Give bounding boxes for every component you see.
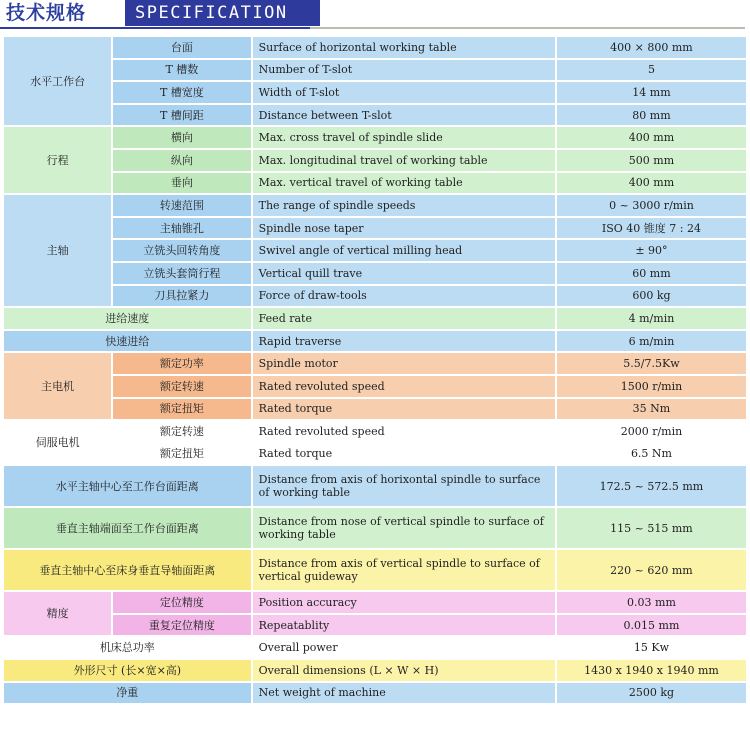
item-value: 400 mm xyxy=(557,127,746,148)
item-value: 4 m/min xyxy=(557,308,746,329)
item-en: Repeatablity xyxy=(253,615,555,636)
table-row xyxy=(4,37,746,58)
table-row xyxy=(4,683,746,704)
item-en: Force of draw-tools xyxy=(253,286,555,307)
table-row xyxy=(4,376,746,397)
group-label: 主电机 xyxy=(4,353,111,419)
item-cn: 刀具拉紧力 xyxy=(113,286,250,307)
item-en: Rated torque xyxy=(253,444,555,465)
item-value: 0.015 mm xyxy=(557,615,746,636)
item-en: Spindle nose taper xyxy=(253,218,555,239)
item-cn: 净重 xyxy=(4,683,251,704)
item-value: 15 Kw xyxy=(557,637,746,658)
item-value: 400 mm xyxy=(557,173,746,194)
table-row xyxy=(4,286,746,307)
item-en: Distance from nose of vertical spindle to surface of working table xyxy=(253,508,555,548)
item-en: Max. cross travel of spindle slide xyxy=(253,127,555,148)
table-row xyxy=(4,127,746,148)
item-en: Rapid traverse xyxy=(253,331,555,352)
item-cn: T 槽宽度 xyxy=(113,82,250,103)
item-cn: 快速进给 xyxy=(4,331,251,352)
item-value: 5.5/7.5Kw xyxy=(557,353,746,374)
item-value: 2500 kg xyxy=(557,683,746,704)
item-en: Rated revoluted speed xyxy=(253,376,555,397)
item-value: 1500 r/min xyxy=(557,376,746,397)
item-cn: 垂直主轴端面至工作台面距离 xyxy=(4,508,251,548)
group-label: 精度 xyxy=(4,592,111,635)
table-row xyxy=(4,263,746,284)
table-row xyxy=(4,550,746,590)
item-cn: 机床总功率 xyxy=(4,637,251,658)
item-en: Position accuracy xyxy=(253,592,555,613)
table-row xyxy=(4,399,746,420)
item-cn: 水平主轴中心至工作台面距离 xyxy=(4,466,251,506)
item-value: 0 ~ 3000 r/min xyxy=(557,195,746,216)
table-row xyxy=(4,508,746,548)
spec-header xyxy=(0,0,750,30)
table-row xyxy=(4,444,746,465)
table-row xyxy=(4,660,746,681)
specification-table xyxy=(2,35,748,705)
item-en: Width of T-slot xyxy=(253,82,555,103)
item-en: Surface of horizontal working table xyxy=(253,37,555,58)
item-value: 1430 x 1940 x 1940 mm xyxy=(557,660,746,681)
item-value: 6.5 Nm xyxy=(557,444,746,465)
table-row xyxy=(4,637,746,658)
item-en: Distance between T-slot xyxy=(253,105,555,126)
table-row xyxy=(4,60,746,81)
item-cn: 外形尺寸 (长×宽×高) xyxy=(4,660,251,681)
item-cn: 横向 xyxy=(113,127,250,148)
item-en: Overall dimensions (L × W × H) xyxy=(253,660,555,681)
item-en: Distance from axis of vertical spindle to surface of vertical guideway xyxy=(253,550,555,590)
table-row xyxy=(4,421,746,442)
item-value: 80 mm xyxy=(557,105,746,126)
item-value: 115 ~ 515 mm xyxy=(557,508,746,548)
table-row xyxy=(4,195,746,216)
item-cn: 额定扭矩 xyxy=(113,444,250,465)
item-cn: 纵向 xyxy=(113,150,250,171)
item-cn: 立铣头回转角度 xyxy=(113,240,250,261)
item-value: 6 m/min xyxy=(557,331,746,352)
item-en: Net weight of machine xyxy=(253,683,555,704)
item-cn: 立铣头套筒行程 xyxy=(113,263,250,284)
item-en: Swivel angle of vertical milling head xyxy=(253,240,555,261)
item-value: 5 xyxy=(557,60,746,81)
header-rule xyxy=(310,27,745,29)
item-cn: 额定扭矩 xyxy=(113,399,250,420)
table-row xyxy=(4,218,746,239)
item-en: The range of spindle speeds xyxy=(253,195,555,216)
table-row xyxy=(4,173,746,194)
item-cn: 进给速度 xyxy=(4,308,251,329)
item-value: 14 mm xyxy=(557,82,746,103)
item-en: Overall power xyxy=(253,637,555,658)
item-en: Rated revoluted speed xyxy=(253,421,555,442)
item-value: 35 Nm xyxy=(557,399,746,420)
table-row xyxy=(4,466,746,506)
item-value: 0.03 mm xyxy=(557,592,746,613)
item-value: 500 mm xyxy=(557,150,746,171)
item-value: ISO 40 锥度 7 : 24 xyxy=(557,218,746,239)
table-row xyxy=(4,150,746,171)
table-row xyxy=(4,615,746,636)
group-label: 主轴 xyxy=(4,195,111,306)
item-en: Spindle motor xyxy=(253,353,555,374)
table-row xyxy=(4,592,746,613)
item-value: 400 × 800 mm xyxy=(557,37,746,58)
table-row xyxy=(4,105,746,126)
item-value: 172.5 ~ 572.5 mm xyxy=(557,466,746,506)
item-en: Vertical quill trave xyxy=(253,263,555,284)
item-cn: 垂直主轴中心至床身垂直导轴面距离 xyxy=(4,550,251,590)
item-cn: 重复定位精度 xyxy=(113,615,250,636)
table-row xyxy=(4,353,746,374)
item-en: Max. longitudinal travel of working table xyxy=(253,150,555,171)
item-cn: T 槽间距 xyxy=(113,105,250,126)
item-cn: 定位精度 xyxy=(113,592,250,613)
item-cn: 主轴锥孔 xyxy=(113,218,250,239)
item-cn: 垂向 xyxy=(113,173,250,194)
item-cn: T 槽数 xyxy=(113,60,250,81)
table-row xyxy=(4,331,746,352)
item-value: 60 mm xyxy=(557,263,746,284)
item-value: 220 ~ 620 mm xyxy=(557,550,746,590)
title-chinese: 技术规格 xyxy=(0,0,131,26)
item-en: Number of T-slot xyxy=(253,60,555,81)
title-english: SPECIFICATION xyxy=(125,0,320,26)
group-label: 行程 xyxy=(4,127,111,193)
item-cn: 额定功率 xyxy=(113,353,250,374)
item-en: Distance from axis of horixontal spindle to surface of working table xyxy=(253,466,555,506)
header-underline xyxy=(0,27,310,29)
item-value: ± 90° xyxy=(557,240,746,261)
item-en: Max. vertical travel of working table xyxy=(253,173,555,194)
table-row xyxy=(4,240,746,261)
group-label: 水平工作台 xyxy=(4,37,111,125)
table-row xyxy=(4,308,746,329)
item-cn: 额定转速 xyxy=(113,376,250,397)
item-cn: 额定转速 xyxy=(113,421,250,442)
group-label: 伺服电机 xyxy=(4,421,111,464)
item-cn: 转速范围 xyxy=(113,195,250,216)
item-en: Feed rate xyxy=(253,308,555,329)
item-en: Rated torque xyxy=(253,399,555,420)
item-value: 2000 r/min xyxy=(557,421,746,442)
table-row xyxy=(4,82,746,103)
item-cn: 台面 xyxy=(113,37,250,58)
item-value: 600 kg xyxy=(557,286,746,307)
